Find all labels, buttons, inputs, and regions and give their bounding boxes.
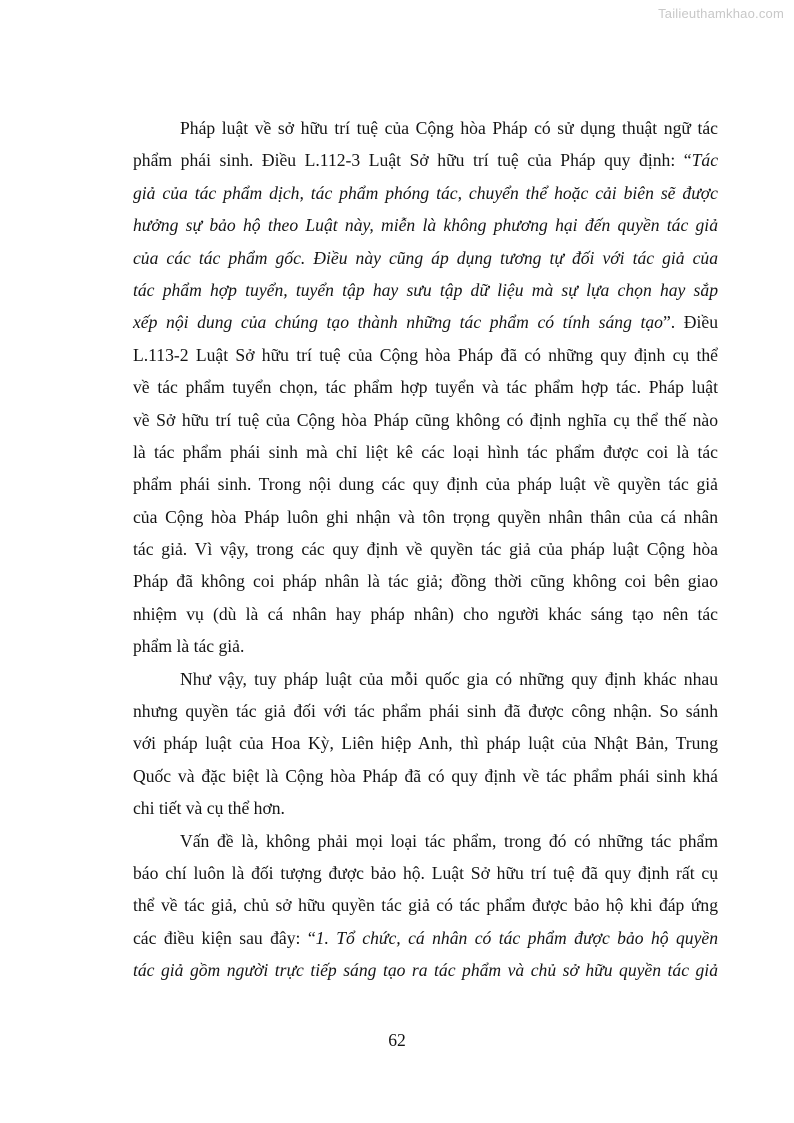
text-line <box>133 695 718 727</box>
body-text: ”. Điều <box>662 312 718 333</box>
body-text: Pháp đã không coi pháp nhân là tác giả; đồng thời cũng không coi bên giao <box>133 571 718 592</box>
text-line <box>133 404 718 436</box>
body-text: nhiệm vụ (dù là cá nhân hay pháp nhân) cho người khác sáng tạo nên tác <box>133 603 718 624</box>
text-line <box>133 889 718 921</box>
italic-quote-text: tác giả gồm người trực tiếp sáng tạo ra tác phẩm và chủ sở hữu quyền tác giả <box>133 960 718 981</box>
text-line <box>133 371 718 403</box>
text-line <box>133 242 718 274</box>
body-text: tác giả. Vì vậy, trong các quy định về quyền tác giả của pháp luật Cộng hòa <box>133 539 718 560</box>
text-line <box>133 792 718 824</box>
paragraph <box>133 112 718 663</box>
body-text: báo chí luôn là đối tượng được bảo hộ. Luật Sở hữu trí tuệ đã quy định rất cụ <box>133 862 718 883</box>
text-line <box>133 954 718 986</box>
italic-quote-text: xếp nội dung của chúng tạo thành những tác phẩm có tính sáng tạo <box>133 312 663 333</box>
text-line <box>133 468 718 500</box>
body-text: với pháp luật của Hoa Kỳ, Liên hiệp Anh, thì pháp luật của Nhật Bản, Trung <box>133 733 718 754</box>
text-line <box>133 177 718 209</box>
text-line <box>133 274 718 306</box>
text-line <box>133 727 718 759</box>
text-line <box>133 436 718 468</box>
text-line <box>133 339 718 371</box>
body-text: Quốc và đặc biệt là Cộng hòa Pháp đã có quy định về tác phẩm phái sinh khá <box>133 765 718 786</box>
text-line <box>133 209 718 241</box>
paragraph <box>133 825 718 987</box>
italic-quote-text: hưởng sự bảo hộ theo Luật này, miễn là không phương hại đến quyền tác giả <box>133 215 718 236</box>
italic-quote-text: 1. Tổ chức, cá nhân có tác phẩm được bảo hộ quyền <box>315 927 718 948</box>
text-line <box>133 306 718 338</box>
body-text: Như vậy, tuy pháp luật của mỗi quốc gia có những quy định khác nhau <box>180 668 718 689</box>
text-line <box>133 501 718 533</box>
paragraph <box>133 663 718 825</box>
body-text: nhưng quyền tác giả đối với tác phẩm phái sinh đã được công nhận. So sánh <box>133 701 718 722</box>
italic-quote-text: Tác <box>691 150 718 171</box>
watermark-text: Tailieuthamkhao.com <box>658 6 784 21</box>
body-text: thể về tác giả, chủ sở hữu quyền tác giả có tác phẩm được bảo hộ khi đáp ứng <box>133 895 718 916</box>
body-text: các điều kiện sau đây: “ <box>133 927 316 948</box>
page-number: 62 <box>388 1030 406 1050</box>
body-text: phẩm phái sinh. Trong nội dung các quy định của pháp luật về quyền tác giả <box>133 474 718 495</box>
body-text: chi tiết và cụ thể hơn. <box>133 798 285 819</box>
body-text: phẩm là tác giả. <box>133 636 245 657</box>
text-line <box>133 565 718 597</box>
italic-quote-text: giả của tác phẩm dịch, tác phẩm phóng tác, chuyển thể hoặc cải biên sẽ được <box>133 182 718 203</box>
body-text: của Cộng hòa Pháp luôn ghi nhận và tôn trọng quyền nhân thân của cá nhân <box>133 506 718 527</box>
text-line <box>133 112 718 144</box>
text-line <box>133 922 718 954</box>
italic-quote-text: tác phẩm hợp tuyển, tuyển tập hay sưu tập dữ liệu mà sự lựa chọn hay sắp <box>133 279 718 300</box>
body-text: về Sở hữu trí tuệ của Cộng hòa Pháp cũng không có định nghĩa cụ thể thế nào <box>133 409 718 430</box>
text-line <box>133 663 718 695</box>
body-text: Vấn đề là, không phải mọi loại tác phẩm, trong đó có những tác phẩm <box>180 830 718 851</box>
text-line <box>133 533 718 565</box>
body-text: Pháp luật về sở hữu trí tuệ của Cộng hòa Pháp có sử dụng thuật ngữ tác <box>180 118 718 138</box>
text-line <box>133 825 718 857</box>
text-line <box>133 760 718 792</box>
body-text: về tác phẩm tuyển chọn, tác phẩm hợp tuyển và tác phẩm hợp tác. Pháp luật <box>133 377 718 398</box>
italic-quote-text: của các tác phẩm gốc. Điều này cũng áp dụng tương tự đối với tác giả của <box>133 247 718 268</box>
body-text: là tác phẩm phái sinh mà chỉ liệt kê các loại hình tác phẩm được coi là tác <box>133 441 718 462</box>
body-text: phẩm phái sinh. Điều L.112-3 Luật Sở hữu trí tuệ của Pháp quy định: “ <box>133 150 692 171</box>
text-line <box>133 144 718 176</box>
document-body <box>133 112 718 987</box>
body-text: L.113-2 Luật Sở hữu trí tuệ của Cộng hòa Pháp đã có những quy định cụ thể <box>133 344 718 365</box>
text-line <box>133 598 718 630</box>
text-line <box>133 857 718 889</box>
text-line <box>133 630 718 662</box>
